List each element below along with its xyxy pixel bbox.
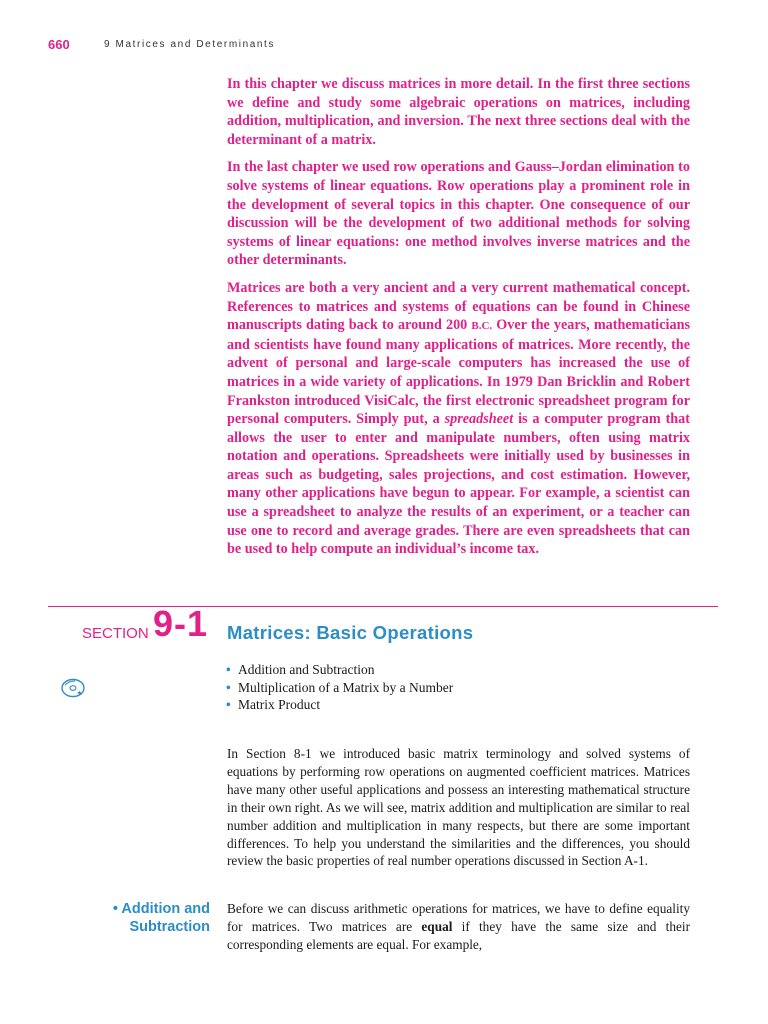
section-divider (48, 606, 718, 607)
section-number: 9-1 (153, 603, 209, 644)
list-item (226, 679, 453, 697)
subsection-heading (88, 900, 210, 936)
running-header (0, 37, 768, 53)
bullet-icon: • (226, 662, 231, 677)
intro-paragraph-3 (227, 279, 690, 559)
section-title: Matrices: Basic Operations (227, 622, 474, 643)
bullet-icon: • (112, 901, 122, 917)
intro-text: is a computer program that allows the user to enter and manipulate numbers, often using matrix notation and operations. Spreadsheets were initially used by businesses in areas such as budgeting, sales projections, and cost estimation. However, many other applications have begun to appear. For example, a scientist can use a spreadsheet to analyze the results of an experiment, or a teacher can use one to record and average grades. There are even spreadsheets that can be used to help compute an individual’s income tax. (227, 411, 691, 558)
cd-rom-icon (60, 676, 86, 698)
section-topics (226, 661, 453, 714)
bullet-icon: • (226, 679, 231, 695)
subsection-paragraph (227, 900, 690, 954)
chapter-title: 9 Matrices and Determinants (104, 39, 276, 50)
intro-paragraph-2: In the last chapter we used row operations and Gauss–Jordan elimination to solve systems of linear equations. Row operations play a prominent role in the development of several topics in this chapter. One consequence of our discussion will be the development of two additional methods for solving systems of linear equations: one method involves inverse matrices and the other determinants. (227, 159, 690, 269)
spreadsheet-term: spreadsheet (444, 411, 514, 428)
list-item (226, 661, 453, 679)
list-item (226, 696, 453, 714)
page-number: 660 (48, 37, 70, 52)
subsection-heading-line-1: Addition and (121, 901, 210, 917)
chapter-intro (227, 75, 690, 568)
intro-paragraph-1: In this chapter we discuss matrices in more detail. In the first three sections we define and study some algebraic operations on matrices, including addition, multiplication, and inversion. The next three sections deal with the determinant of a matrix. (227, 76, 690, 148)
intro-text: Matrices are both a very ancient and a very current mathematical concept. References to matrices and systems of equations can be found in Chinese manuscripts dating back to around 200 (227, 279, 690, 334)
equal-term: equal (421, 918, 453, 934)
bullet-icon: • (226, 697, 231, 712)
subsection-heading-line-2: Subtraction (129, 919, 210, 935)
body-text: Before we can discuss arithmetic operations for matrices, we have to define equality for matrices. Two matrices are (227, 901, 690, 934)
section-intro-paragraph: In Section 8-1 we introduced basic matrix terminology and solved systems of equations by performing row operations on augmented coefficient matrices. Matrices have many other useful applications and possess an interesting mathematical structure in their own right. As we will see, matrix addition and multiplication are similar to real number addition and multiplication in many respects, but there are some important differences. To help you understand the similarities and the differences, you should review the basic properties of real number operations discussed in Section A-1. (227, 746, 690, 869)
topic-label: Addition and Subtraction (238, 662, 375, 677)
topic-label: Multiplication of a Matrix by a Number (238, 679, 454, 695)
topic-label: Matrix Product (238, 697, 321, 712)
bc-abbrev: B.C. (471, 320, 493, 333)
intro-text: Over the years, mathematicians and scientists have found many applications of matrices. More recently, the advent of personal and large-scale computers has increased the use of matrices in a wide variety of applications. In 1979 Dan Bricklin and Robert Frankston introduced VisiCalc, the first electronic spreadsheet program for personal computers. Simply put, a (227, 317, 690, 428)
section-label: SECTION (82, 625, 149, 642)
body-text: if they have the same size and their corresponding elements are equal. For example, (227, 918, 691, 952)
